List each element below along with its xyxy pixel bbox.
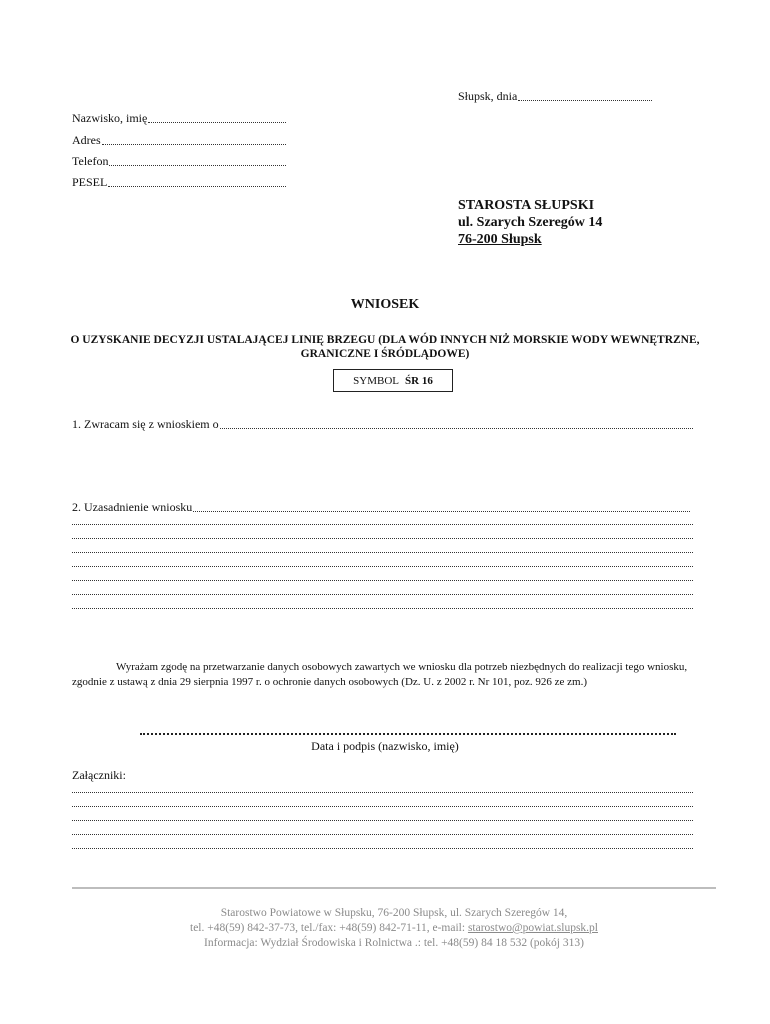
applicant-phone-field[interactable] (72, 154, 286, 169)
attachment-line[interactable] (72, 820, 693, 821)
request-subject-field[interactable] (72, 417, 693, 432)
justification-line[interactable] (72, 524, 693, 525)
justification-input-line[interactable] (193, 511, 690, 512)
signature-line[interactable] (140, 733, 676, 735)
attachment-line[interactable] (72, 792, 693, 793)
attachment-line[interactable] (72, 806, 693, 807)
applicant-pesel-input-line[interactable] (108, 186, 286, 187)
consent-statement: Wyrażam zgodę na przetwarzanie danych osobowych zawartych we wniosku dla potrzeb niezbędnych do realizacji tego wniosku, zgodnie z ustawą z dnia 29 sierpnia 1997 r. o ochronie danych osobowych (Dz. U. z 2002 r. Nr 101, poz. 926 ze zm.) (72, 661, 688, 688)
request-subject-input-line[interactable] (220, 428, 693, 429)
recipient-title: STAROSTA SŁUPSKI (458, 198, 595, 213)
place-date-label: Słupsk, dnia (458, 89, 518, 103)
applicant-address-input-line[interactable] (102, 144, 286, 145)
justification-line[interactable] (72, 552, 693, 553)
justification-line[interactable] (72, 608, 693, 609)
applicant-name-field[interactable] (72, 111, 286, 126)
applicant-pesel-field[interactable] (72, 175, 286, 190)
footer-block (72, 906, 716, 951)
justification-line[interactable] (72, 566, 693, 567)
signature-label: Data i podpis (nazwisko, imię) (311, 739, 459, 753)
symbol-box (333, 369, 453, 392)
recipient-postal-city: 76-200 Słupsk (458, 232, 542, 247)
justification-line[interactable] (72, 538, 693, 539)
page-title: WNIOSEK (350, 297, 420, 312)
justification-line[interactable] (72, 594, 693, 595)
applicant-name-label: Nazwisko, imię (72, 111, 148, 125)
symbol-label: SYMBOL (353, 374, 400, 387)
place-date-input-line[interactable] (518, 100, 652, 101)
justification-label: 2. Uzasadnienie wniosku (72, 500, 193, 514)
applicant-address-label: Adres (72, 133, 101, 147)
justification-field[interactable] (72, 500, 690, 515)
place-date-field[interactable] (458, 89, 652, 104)
applicant-address-field[interactable] (72, 133, 286, 148)
footer-email-link[interactable]: starostwo@powiat.slupsk.pl (467, 922, 598, 934)
applicant-phone-input-line[interactable] (109, 165, 286, 166)
recipient-street: ul. Szarych Szeregów 14 (458, 215, 603, 230)
request-subject-label: 1. Zwracam się z wnioskiem o (72, 417, 219, 431)
footer-phones: tel. +48(59) 842-37-73, tel./fax: +48(59) 842-71-11, e-mail: (190, 922, 468, 934)
attachment-line[interactable] (72, 848, 693, 849)
applicant-pesel-label: PESEL (72, 175, 108, 189)
attachments-label: Załączniki: (72, 768, 126, 782)
footer-divider (72, 887, 716, 889)
attachment-line[interactable] (72, 834, 693, 835)
applicant-name-input-line[interactable] (148, 122, 286, 123)
footer-contact (72, 921, 716, 936)
symbol-code: ŚR 16 (405, 374, 433, 387)
footer-address: Starostwo Powiatowe w Słupsku, 76-200 Słupsk, ul. Szarych Szeregów 14, (220, 907, 568, 919)
page-subtitle: O UZYSKANIE DECYZJI USTALAJĄCEJ LINIĘ BRZEGU (DLA WÓD INNYCH NIŻ MORSKIE WODY WEWNĘTRZNE, GRANICZNE I ŚRÓDLĄDOWE) (70, 334, 700, 360)
applicant-phone-label: Telefon (72, 154, 109, 168)
recipient-block (458, 197, 602, 248)
footer-department-info: Informacja: Wydział Środowiska i Rolnictwa .: tel. +48(59) 84 18 532 (pokój 313) (204, 937, 584, 949)
justification-line[interactable] (72, 580, 693, 581)
